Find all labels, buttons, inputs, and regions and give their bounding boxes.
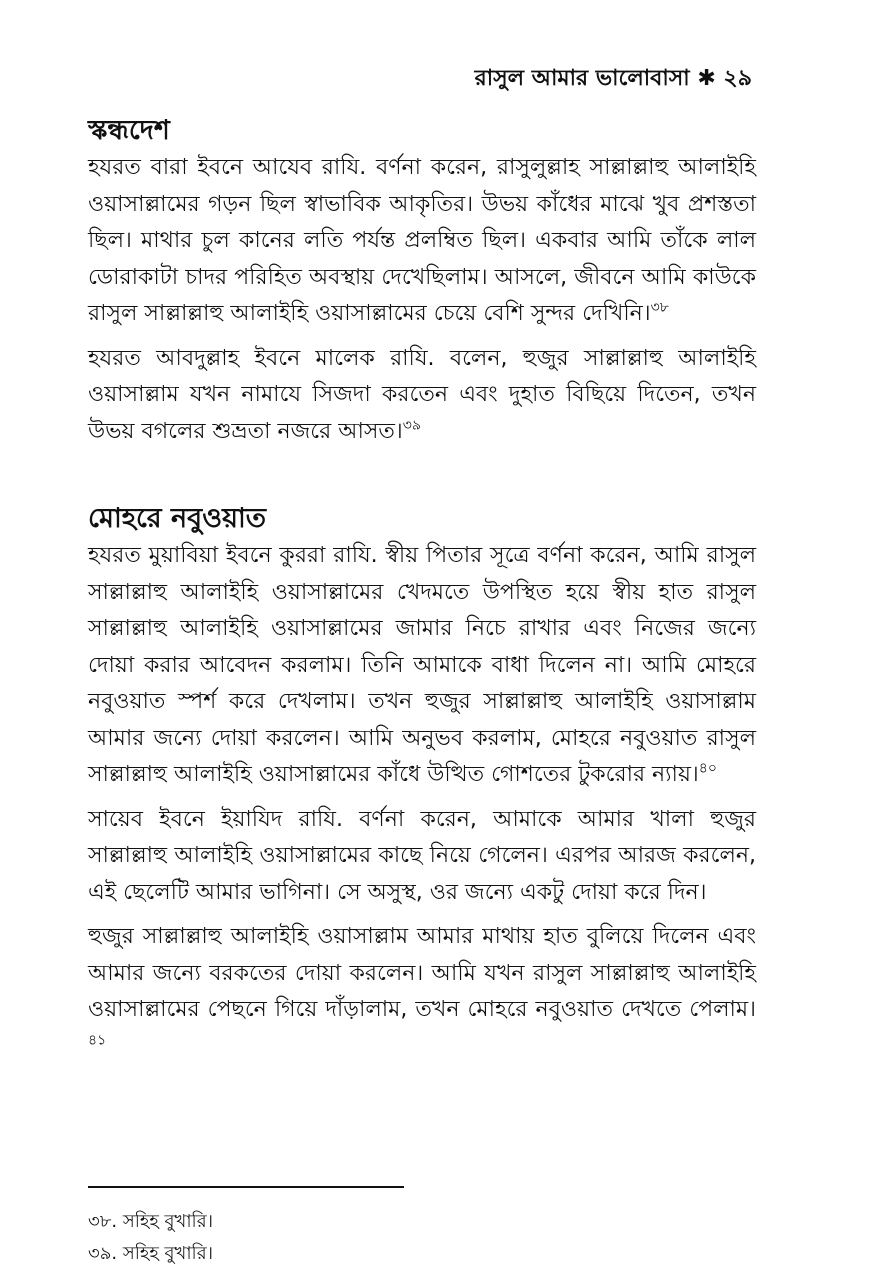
paragraph-text: সায়েব ইবনে ইয়াযিদ রাযি. বর্ণনা করেন, আমাকে আমার খালা হুজুর সাল্লাল্লাহু আলাইহি ওয়াসাল্লামের কাছে নিয়ে গেলেন। এরপর আরজ করলেন, এই ছেলেটি আমার ভাগিনা। সে অসুস্থ, ওর জন্যে একটু দোয়া করে দিন।	[88, 806, 756, 905]
footnote-divider	[88, 1186, 404, 1188]
paragraph	[88, 341, 756, 451]
paragraph-text: হযরত মুয়াবিয়া ইবনে কুররা রাযি. স্বীয় পিতার সূত্রে বর্ণনা করেন, আমি রাসুল সাল্লাল্লাহু আলাইহি ওয়াসাল্লামের খেদমতে উপস্থিত হয়ে স্বীয় হাত রাসুল সাল্লাল্লাহু আলাইহি ওয়াসাল্লামের জামার নিচে রাখার এবং নিজের জন্যে দোয়া করার আবেদন করলাম। তিনি আমাকে বাধা দিলেন না। আমি মোহরে নবুওয়াত স্পর্শ করে দেখলাম। তখন হুজুর সাল্লাল্লাহু আলাইহি ওয়াসাল্লাম আমার জন্যে দোয়া করলেন। আমি অনুভব করলাম, মোহরে নবুওয়াত রাসুল সাল্লাল্লাহু আলাইহি ওয়াসাল্লামের কাঁধে উত্থিত গোশতের টুকরোর ন্যায়।	[88, 543, 756, 787]
section-heading-seal-of-prophethood: মোহরে নবুওয়াত	[88, 503, 267, 534]
footnote-marker: ৩৮	[650, 299, 669, 316]
page-body	[88, 112, 756, 1073]
paragraph-text: হযরত আবদুল্লাহ ইবনে মালেক রাযি. বলেন, হুজুর সাল্লাল্লাহু আলাইহি ওয়াসাল্লাম যখন নামাযে সিজদা করতেন এবং দুহাত বিছিয়ে দিতেন, তখন উভয় বগলের শুভ্রতা নজরে আসত।	[88, 345, 756, 444]
footnote-marker: ৪০	[698, 760, 717, 777]
paragraph-text: হযরত বারা ইবনে আযেব রাযি. বর্ণনা করেন, রাসুলুল্লাহ সাল্লাল্লাহু আলাইহি ওয়াসাল্লামের গড়ন ছিল স্বাভাবিক আকৃতির। উভয় কাঁধের মাঝে খুব প্রশস্ততা ছিল। মাথার চুল কানের লতি পর্যন্ত প্রলম্বিত ছিল। একবার আমি তাঁকে লাল ডোরাকাটা চাদর পরিহিত অবস্থায় দেখেছিলাম। আসলে, জীবনে আমি কাউকে রাসুল সাল্লাল্লাহু আলাইহি ওয়াসাল্লামের চেয়ে বেশি সুন্দর দেখিনি।	[88, 155, 756, 326]
footnote-item: ৩৯. সহিহ বুখারি।	[88, 1243, 214, 1264]
footnote-marker: ৩৯	[402, 417, 421, 434]
paragraph-text: হুজুর সাল্লাল্লাহু আলাইহি ওয়াসাল্লাম আমার মাথায় হাত বুলিয়ে দিলেন এবং আমার জন্যে বরকতের দোয়া করলেন। আমি যখন রাসুল সাল্লাল্লাহু আলাইহি ওয়াসাল্লামের পেছনে গিয়ে দাঁড়ালাম, তখন মোহরে নবুওয়াত দেখতে পেলাম।	[88, 924, 756, 1022]
footnote-item: ৩৮. সহিহ বুখারি।	[88, 1211, 214, 1232]
paragraph	[88, 150, 756, 333]
paragraph	[88, 538, 756, 794]
paragraph	[88, 919, 756, 1065]
paragraph	[88, 802, 756, 912]
footnotes	[88, 1206, 756, 1270]
footnote-marker: ৪১	[88, 1032, 107, 1049]
running-header: রাসুল আমার ভালোবাসা ✱ ২৯	[474, 66, 752, 91]
section-spacer	[88, 458, 756, 500]
section-heading-shoulders: স্কন্ধদেশ	[88, 115, 170, 146]
